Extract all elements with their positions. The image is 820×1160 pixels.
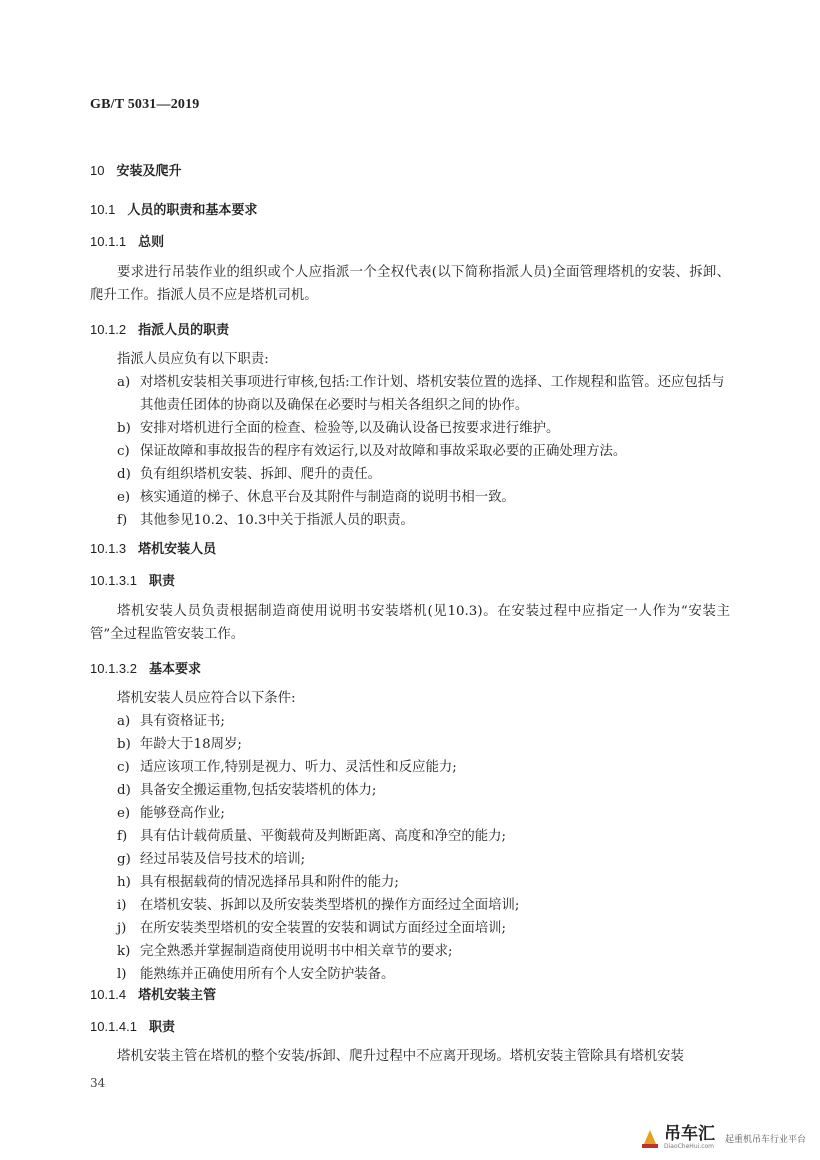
list-item xyxy=(117,486,730,509)
list-marker: c) xyxy=(117,760,130,775)
section-number: 10.1.3 xyxy=(90,541,127,556)
list-marker: l) xyxy=(117,967,127,982)
section-number: 10.1.3.1 xyxy=(90,573,137,588)
list-item xyxy=(117,779,730,802)
list-marker: e) xyxy=(117,806,131,821)
list-text: 安排对塔机进行全面的检查、检验等,以及确认设备已按要求进行维护。 xyxy=(140,421,560,436)
list-text: 在塔机安装、拆卸以及所安装类型塔机的操作方面经过全面培训; xyxy=(140,898,520,913)
list-item xyxy=(117,440,730,463)
logo-domain: DiaoCheHui.com xyxy=(663,1143,715,1150)
supervisor-duty-paragraph: 塔机安装主管在塔机的整个安装/拆卸、爬升过程中不应离开现场。塔机安装主管除具有塔机安装 xyxy=(117,1049,684,1064)
page-number: 34 xyxy=(90,1076,106,1090)
section-number: 10.1.1 xyxy=(90,234,127,249)
list-item xyxy=(117,710,730,733)
document-header: GB/T 5031—2019 xyxy=(90,97,200,112)
list-item xyxy=(117,509,730,532)
section-number: 10.1.2 xyxy=(90,322,127,337)
list-marker: d) xyxy=(117,783,131,798)
list-marker: d) xyxy=(117,467,131,482)
list-marker: f) xyxy=(117,829,128,844)
section-10-1-4-1-heading xyxy=(90,1016,175,1035)
section-number: 10 xyxy=(90,163,105,178)
list-marker: b) xyxy=(117,421,131,436)
list-marker: e) xyxy=(117,490,131,505)
list-marker: f) xyxy=(117,513,128,528)
watermark-logo xyxy=(642,1126,806,1150)
section-10-1-4-heading xyxy=(90,984,216,1003)
section-10-1-1-heading xyxy=(90,231,164,250)
section-title: 人员的职责和基本要求 xyxy=(127,203,258,218)
logo-brand: 吊车汇 xyxy=(663,1124,715,1144)
duties-intro: 指派人员应负有以下职责: xyxy=(117,352,269,367)
list-marker: b) xyxy=(117,737,131,752)
list-text: 在所安装类型塔机的安全装置的安装和调试方面经过全面培训; xyxy=(140,921,507,936)
list-marker: c) xyxy=(117,444,130,459)
list-text: 年龄大于18周岁; xyxy=(140,737,242,752)
list-text: 其他参见10.2、10.3中关于指派人员的职责。 xyxy=(140,513,414,528)
list-marker: i) xyxy=(117,898,127,913)
section-number: 10.1.3.2 xyxy=(90,661,137,676)
section-number: 10.1 xyxy=(90,202,116,217)
list-text: 经过吊装及信号技术的培训; xyxy=(140,852,306,867)
section-title: 职责 xyxy=(149,574,176,589)
list-text: 核实通道的梯子、休息平台及其附件与制造商的说明书相一致。 xyxy=(140,490,515,505)
list-text: 对塔机安装相关事项进行审核,包括:工作计划、塔机安装位置的选择、工作规程和监管。还应包括与其他责任团体的协商以及确保在必要时与相关各组织之间的协作。 xyxy=(140,375,725,413)
list-item xyxy=(117,802,730,825)
section-title: 安装及爬升 xyxy=(116,164,182,179)
list-marker: a) xyxy=(117,375,131,390)
section-title: 塔机安装主管 xyxy=(138,988,217,1003)
requirements-intro: 塔机安装人员应符合以下条件: xyxy=(117,691,296,706)
list-text: 完全熟悉并掌握制造商使用说明书中相关章节的要求; xyxy=(140,944,453,959)
list-marker: g) xyxy=(117,852,131,867)
list-item xyxy=(117,463,730,486)
list-marker: j) xyxy=(117,921,127,936)
list-item xyxy=(117,756,730,779)
section-title: 指派人员的职责 xyxy=(138,323,230,338)
installer-duty-paragraph: 塔机安装人员负责根据制造商使用说明书安装塔机(见10.3)。在安装过程中应指定一人作为“安装主管”全过程监管安装工作。 xyxy=(90,604,730,642)
list-text: 能熟练并正确使用所有个人安全防护装备。 xyxy=(140,967,395,982)
section-10-1-2-heading xyxy=(90,319,229,338)
list-item xyxy=(117,371,730,417)
section-number: 10.1.4 xyxy=(90,987,127,1002)
section-10-1-heading xyxy=(90,199,257,218)
list-text: 能够登高作业; xyxy=(140,806,225,821)
list-item xyxy=(117,848,730,871)
list-item xyxy=(117,871,730,894)
section-10-1-3-2-heading xyxy=(90,658,201,677)
list-marker: k) xyxy=(117,944,131,959)
section-title: 基本要求 xyxy=(149,662,202,677)
list-item xyxy=(117,894,730,917)
list-marker: h) xyxy=(117,875,131,890)
section-number: 10.1.4.1 xyxy=(90,1019,137,1034)
section-10-1-3-heading xyxy=(90,538,216,557)
list-item xyxy=(117,825,730,848)
list-text: 具有估计载荷质量、平衡载荷及判断距离、高度和净空的能力; xyxy=(140,829,507,844)
list-text: 具有资格证书; xyxy=(140,714,225,729)
list-text: 适应该项工作,特别是视力、听力、灵活性和反应能力; xyxy=(140,760,457,775)
logo-slogan: 起重机吊车行业平台 xyxy=(724,1134,806,1145)
logo-text xyxy=(664,1126,715,1150)
list-text: 负有组织塔机安装、拆卸、爬升的责任。 xyxy=(140,467,382,482)
list-text: 具有根据载荷的情况选择吊具和附件的能力; xyxy=(140,875,399,890)
list-text: 保证故障和事故报告的程序有效运行,以及对故障和事故采取必要的正确处理方法。 xyxy=(140,444,627,459)
list-item xyxy=(117,940,730,963)
list-item xyxy=(117,963,730,986)
section-10-1-3-1-heading xyxy=(90,570,175,589)
list-item xyxy=(117,417,730,440)
list-marker: a) xyxy=(117,714,131,729)
crane-logo-icon xyxy=(642,1128,658,1148)
section-title: 职责 xyxy=(149,1020,176,1035)
section-title: 总则 xyxy=(138,235,165,250)
section-10-heading xyxy=(90,160,181,179)
list-text: 具备安全搬运重物,包括安装塔机的体力; xyxy=(140,783,377,798)
general-paragraph: 要求进行吊装作业的组织或个人应指派一个全权代表(以下简称指派人员)全面管理塔机的安装、拆卸、爬升工作。指派人员不应是塔机司机。 xyxy=(90,265,730,303)
section-title: 塔机安装人员 xyxy=(138,542,217,557)
list-item xyxy=(117,733,730,756)
list-item xyxy=(117,917,730,940)
